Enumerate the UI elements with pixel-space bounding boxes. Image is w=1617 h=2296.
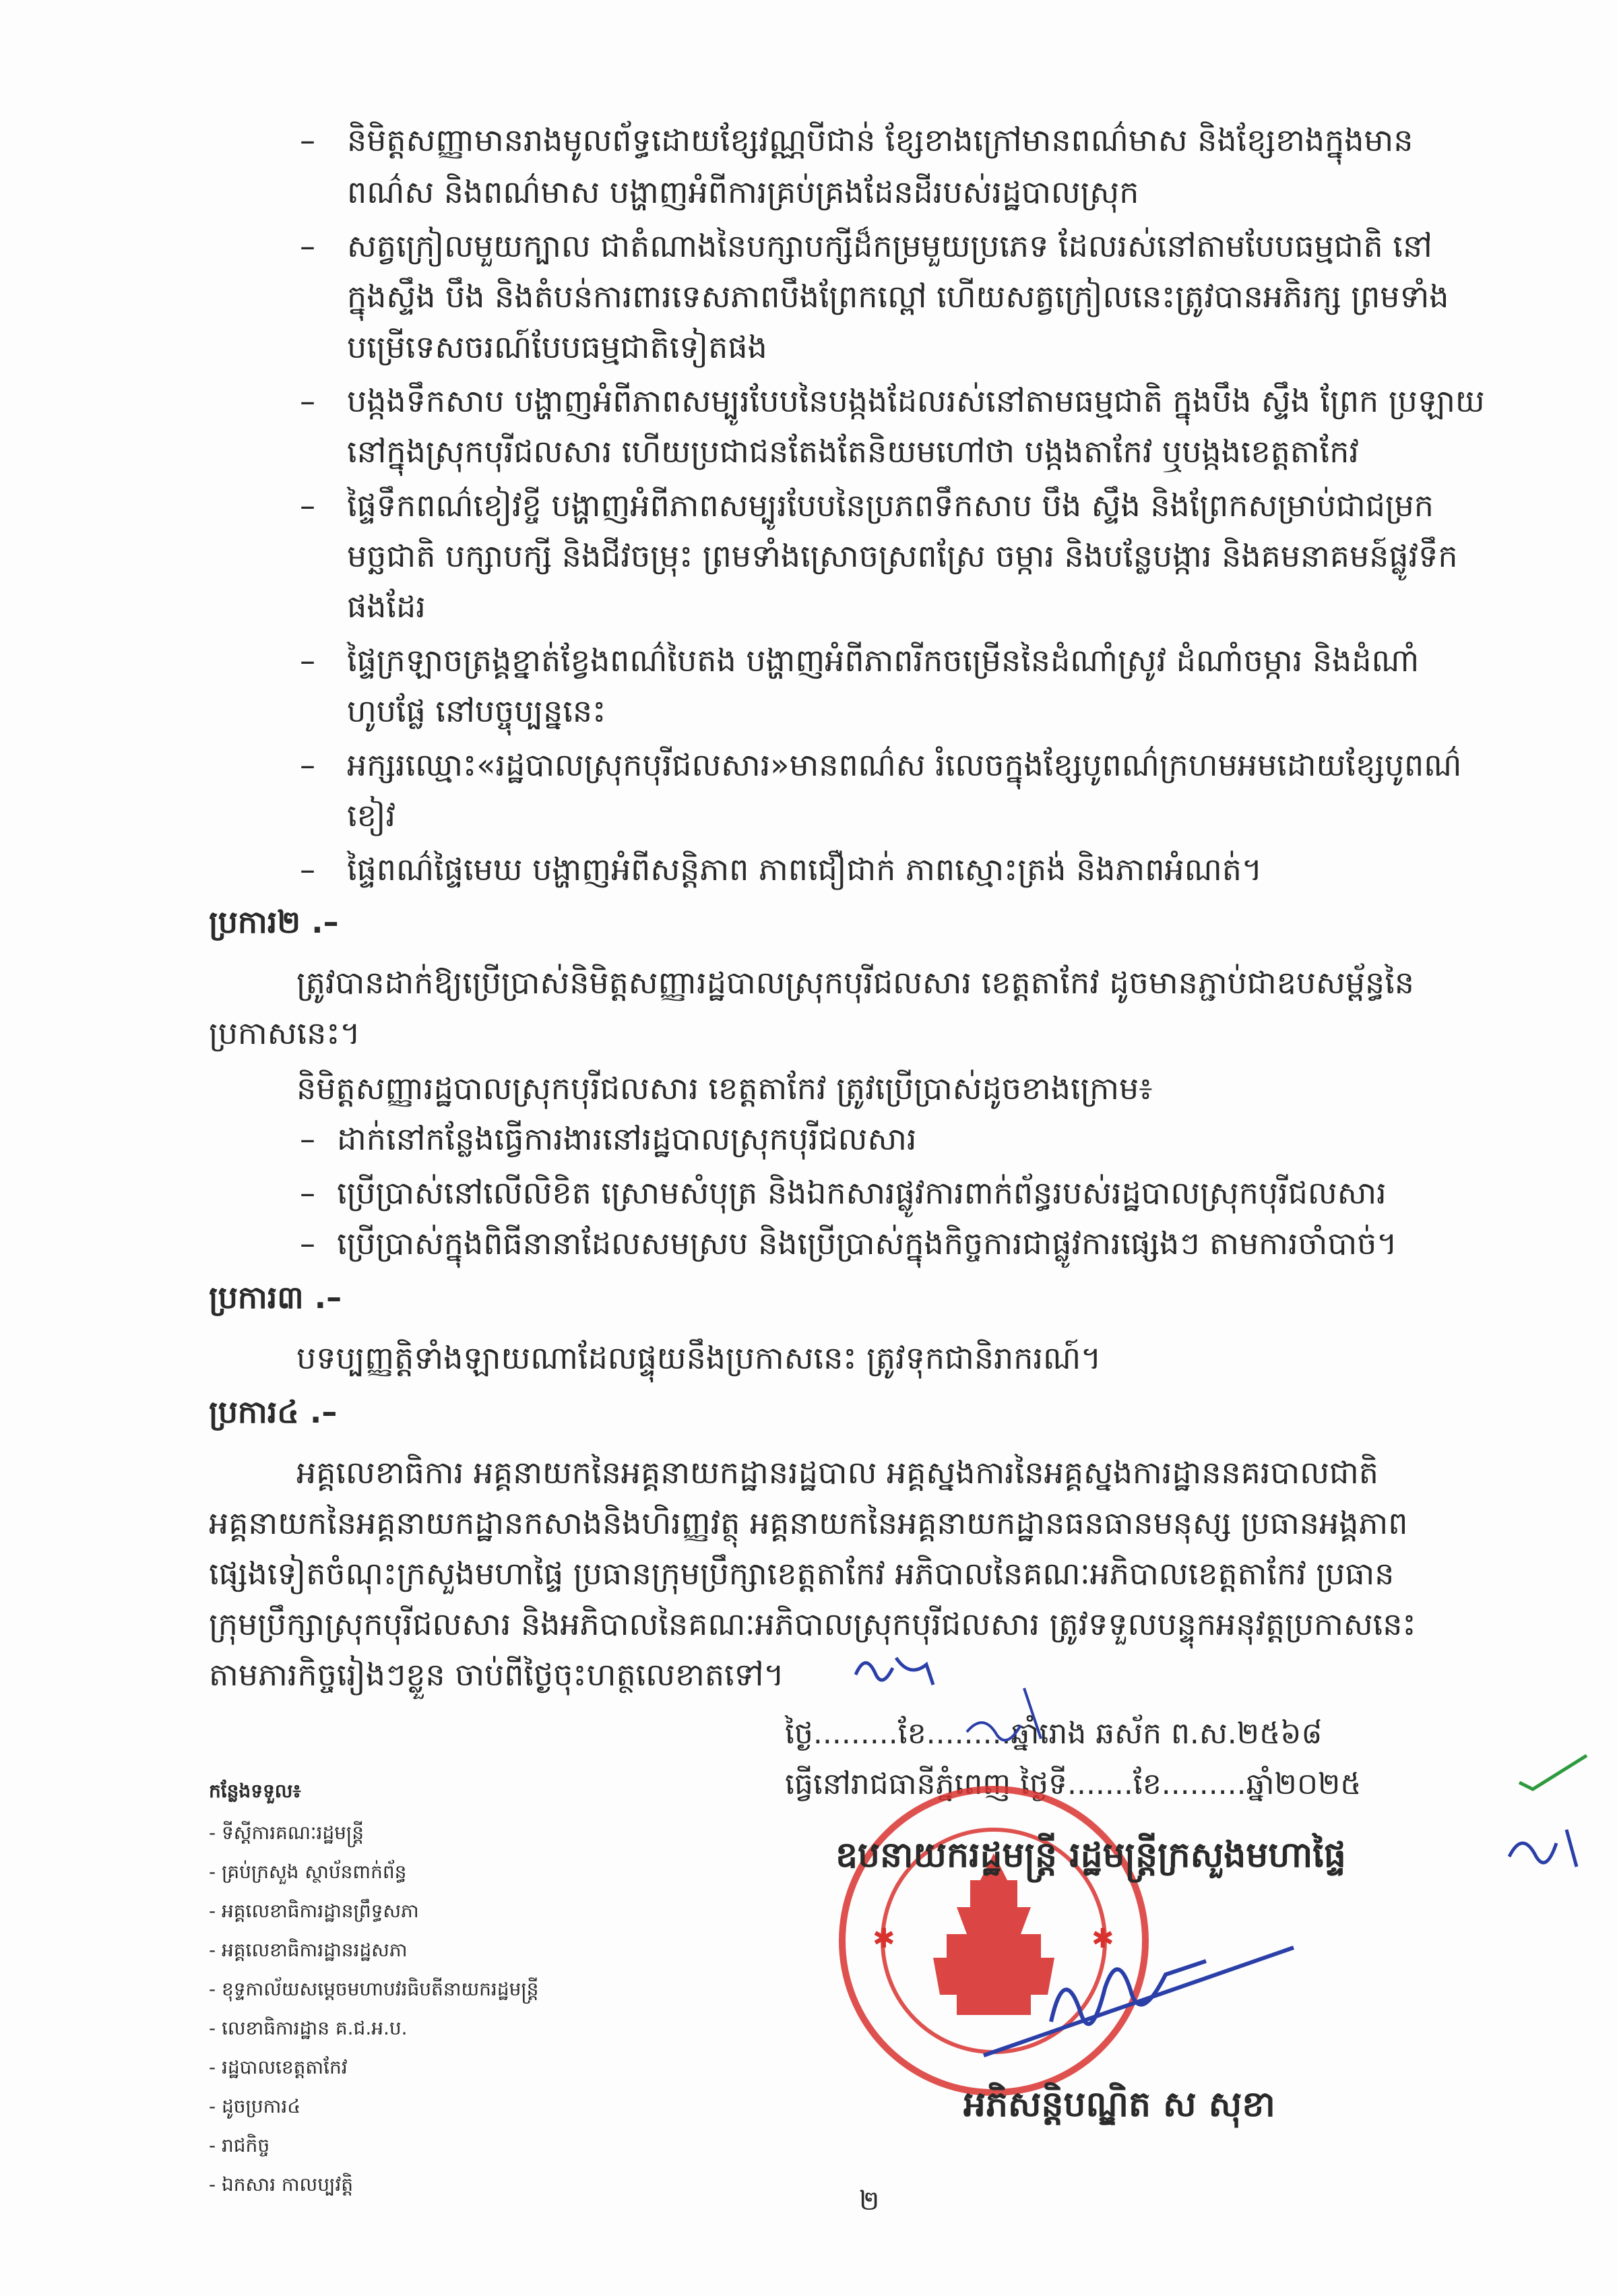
bullet-text: មច្ឆជាតិ បក្សាបក្សី និងជីវចម្រុះ ព្រមទាំងស្រោចស្រពស្រែ ចម្ការ និងបន្លែបង្ការ និងគមនាគមន៍ផ្លូវទឹក bbox=[347, 538, 1458, 574]
bullet-text: សត្វក្រៀលមួយក្បាល ជាតំណាងនៃបក្សាបក្សីដ៏កម្រមួយប្រភេទ ដែលរស់នៅតាមបែបធម្មជាតិ នៅ bbox=[347, 228, 1432, 264]
recipient-item: - អគ្គលេខាធិការដ្ឋានព្រឹទ្ធសភា bbox=[209, 1900, 419, 1922]
article-3-heading: ប្រការ៣ .– bbox=[209, 1279, 342, 1315]
usage-bullet-text: ប្រើប្រាស់នៅលើលិខិត ស្រោមសំបុត្រ និងឯកសារផ្លូវការពាក់ព័ន្ធរបស់រដ្ឋបាលស្រុកបុរីជលសារ bbox=[337, 1175, 1387, 1211]
bullet-text: ហូបផ្លែ នៅបច្ចុប្បន្ននេះ bbox=[347, 693, 606, 729]
lunar-date: ថ្ងៃ.........ខែ.........ឆ្នាំរោង ឆស័ក ព.ស.២៥៦៨ bbox=[785, 1716, 1323, 1751]
dash-bullet: – bbox=[300, 1225, 315, 1262]
check-mark bbox=[1516, 1752, 1597, 1793]
signature bbox=[970, 1921, 1321, 2069]
dash-bullet: – bbox=[300, 642, 315, 679]
article-4-heading: ប្រការ៤ .– bbox=[209, 1394, 338, 1430]
article-2-heading: ប្រការ២ .– bbox=[209, 904, 339, 940]
signatory-name: អភិសន្តិបណ្ឌិត ស សុខា bbox=[963, 2084, 1275, 2125]
recipients-title: កន្លែងទទួល៖ bbox=[209, 1780, 301, 1802]
bullet-text: ផ្ទៃពណ៌ផ្ទៃមេឃ បង្ហាញអំពីសន្តិភាព ភាពជឿជាក់ ភាពស្មោះត្រង់ និងភាពអំណត់។ bbox=[347, 851, 1263, 888]
article-4-paragraph-line: ផ្សេងទៀតចំណុះក្រសួងមហាផ្ទៃ ប្រធានក្រុមប្រឹក្សាខេត្តតាកែវ អភិបាលនៃគណៈអភិបាលខេត្តតាកែវ ប្រធាន bbox=[209, 1555, 1395, 1592]
bullet-text: បម្រើទេសចរណ៍បែបធម្មជាតិទៀតផង bbox=[347, 329, 767, 365]
svg-text:✱: ✱ bbox=[873, 1923, 895, 1954]
recipient-item: - គ្រប់ក្រសួង ស្ថាប័នពាក់ព័ន្ធ bbox=[209, 1861, 407, 1883]
recipient-item: - អគ្គលេខាធិការដ្ឋានរដ្ឋសភា bbox=[209, 1939, 408, 1961]
bullet-text: បង្កងទឹកសាប បង្ហាញអំពីភាពសម្បូរបែបនៃបង្កងដែលរស់នៅតាមធម្មជាតិ ក្នុងបឹង ស្ទឹង ព្រែក ប្រឡាយ bbox=[347, 383, 1485, 419]
usage-bullet-text: ប្រើប្រាស់ក្នុងពិធីនានាដែលសមស្រប និងប្រើប្រាស់ក្នុងកិច្ចការជាផ្លូវការផ្សេងៗ តាមការចាំបាច់។ bbox=[337, 1225, 1397, 1262]
page-number: ២ bbox=[859, 2185, 880, 2216]
recipient-item: - ឯកសារ កាលប្បវត្តិ bbox=[209, 2173, 353, 2196]
bullet-text: ផងដែរ bbox=[347, 588, 426, 625]
bullet-text: ផ្ទៃក្រឡាចត្រង្គខ្នាត់ខ្វែងពណ៌បៃតង បង្ហាញអំពីភាពរីកចម្រើននៃដំណាំស្រូវ ដំណាំចម្ការ និងដំណាំ bbox=[347, 642, 1420, 679]
article-4-paragraph-line: អគ្គលេខាធិការ អគ្គនាយកនៃអគ្គនាយកដ្ឋានរដ្ឋបាល អគ្គស្នងការនៃអគ្គស្នងការដ្ឋាននគរបាលជាតិ bbox=[296, 1454, 1379, 1491]
dash-bullet: – bbox=[300, 747, 315, 783]
handwritten-initials bbox=[849, 1644, 943, 1692]
article-2-paragraph-line: ប្រកាសនេះ។ bbox=[209, 1015, 360, 1051]
article-2-usage-intro: និមិត្តសញ្ញារដ្ឋបាលស្រុកបុរីជលសារ ខេត្តតាកែវ ត្រូវប្រើប្រាស់ដូចខាងក្រោម៖ bbox=[296, 1070, 1153, 1107]
recipient-item: - ដូចប្រការ៤ bbox=[209, 2095, 301, 2117]
bullet-text: ផ្ទៃទឹកពណ៌ខៀវខ្ចី បង្ហាញអំពីភាពសម្បូរបែបនៃប្រភពទឹកសាប បឹង ស្ទឹង និងព្រែកសម្រាប់ជាជម្រក bbox=[347, 487, 1434, 524]
bullet-text: ពណ៌ស និងពណ៌មាស បង្ហាញអំពីការគ្រប់គ្រងដែនដីរបស់រដ្ឋបាលស្រុក bbox=[347, 174, 1139, 210]
article-3-paragraph: បទប្បញ្ញត្តិទាំងឡាយណាដែលផ្ទុយនឹងប្រកាសនេះ ត្រូវទុកជានិរាករណ៍។ bbox=[296, 1340, 1102, 1376]
dash-bullet: – bbox=[300, 487, 315, 524]
dash-bullet: – bbox=[300, 1121, 315, 1157]
dash-bullet: – bbox=[300, 122, 315, 158]
bullet-text: ក្នុងស្ទឹង បឹង និងតំបន់ការពារទេសភាពបឹងព្រែកល្ពៅ ហើយសត្វក្រៀលនេះត្រូវបានអភិរក្ស ព្រមទាំង bbox=[347, 278, 1449, 315]
bullet-text: អក្សរឈ្មោះ«រដ្ឋបាលស្រុកបុរីជលសារ»មានពណ៌ស រំលេចក្នុងខ្សែបូពណ៌ក្រហមអមដោយខ្សែបូពណ៌ bbox=[347, 747, 1462, 783]
recipient-item: - រដ្ឋបាលខេត្តតាកែវ bbox=[209, 2056, 348, 2078]
recipient-item: - រាជកិច្ច bbox=[209, 2134, 270, 2157]
article-2-paragraph-line: ត្រូវបានដាក់ឱ្យប្រើប្រាស់និមិត្តសញ្ញារដ្ឋបាលស្រុកបុរីជលសារ ខេត្តតាកែវ ដូចមានភ្ជាប់ជាឧបសម្ព័ន្ធនៃ bbox=[296, 964, 1415, 1001]
recipient-item: - ខុទ្ទកាល័យសម្តេចមហាបវរធិបតីនាយករដ្ឋមន្ត្រី bbox=[209, 1978, 539, 2000]
bullet-text: ខៀវ bbox=[347, 797, 396, 834]
bullet-text: និមិត្តសញ្ញាមានរាងមូលព័ទ្ធដោយខ្សែវណ្ណបីជាន់ ខ្សែខាងក្រៅមានពណ៌មាស និងខ្សែខាងក្នុងមាន bbox=[347, 122, 1414, 158]
article-4-paragraph-line: តាមភារកិច្ចរៀងៗខ្លួន ចាប់ពីថ្ងៃចុះហត្ថលេខាតទៅ។ bbox=[209, 1656, 784, 1693]
bullet-text: នៅក្នុងស្រុកបុរីជលសារ ហើយប្រជាជនតែងតែនិយមហៅថា បង្កងតាកែវ ឬបង្កងខេត្តតាកែវ bbox=[347, 433, 1360, 470]
article-4-paragraph-line: ក្រុមប្រឹក្សាស្រុកបុរីជលសារ និងអភិបាលនៃគណៈអភិបាលស្រុកបុរីជលសារ ត្រូវទទួលបន្ទុកអនុវត្តប្រកាសនេះ bbox=[209, 1606, 1416, 1642]
handwritten-mark bbox=[1502, 1820, 1597, 1873]
recipient-item: - លេខាធិការដ្ឋាន គ.ជ.អ.ប. bbox=[209, 2017, 408, 2039]
dash-bullet: – bbox=[300, 383, 315, 419]
dash-bullet: – bbox=[300, 851, 315, 888]
svg-text:✱: ✱ bbox=[1091, 1923, 1114, 1954]
dash-bullet: – bbox=[300, 1175, 315, 1211]
article-4-paragraph-line: អគ្គនាយកនៃអគ្គនាយកដ្ឋានកសាងនិងហិរញ្ញវត្ថុ អគ្គនាយកនៃអគ្គនាយកដ្ឋានធនធានមនុស្ស ប្រធានអង្គភាព bbox=[209, 1505, 1408, 1541]
usage-bullet-text: ដាក់នៅកន្លែងធ្វើការងារនៅរដ្ឋបាលស្រុកបុរីជលសារ bbox=[337, 1121, 917, 1157]
signatory-title: ឧបនាយករដ្ឋមន្ត្រី រដ្ឋមន្ត្រីក្រសួងមហាផ្ទៃ bbox=[835, 1835, 1346, 1875]
handwritten-day bbox=[963, 1681, 1058, 1749]
recipient-item: - ទីស្តីការគណៈរដ្ឋមន្ត្រី bbox=[209, 1822, 364, 1844]
solar-date: ធ្វើនៅរាជធានីភ្នំពេញ ថ្ងៃទី.......ខែ.........ឆ្នាំ២០២៥ bbox=[785, 1767, 1362, 1801]
dash-bullet: – bbox=[300, 228, 315, 264]
